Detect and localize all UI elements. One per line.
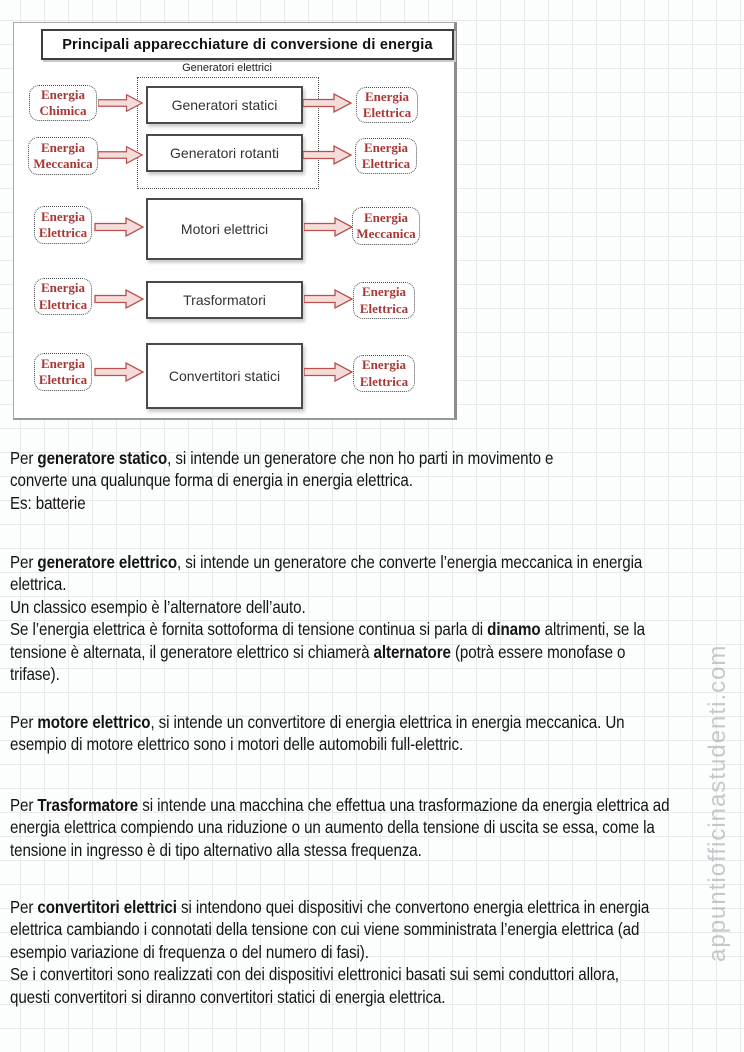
process-box: Trasformatori: [146, 281, 303, 319]
text-line: questi convertitori si diranno convertitori statici di energia elettrica.: [10, 986, 446, 1007]
text-line: tensione in ingresso è di tipo alternativo alla stessa frequenza.: [10, 839, 422, 860]
right-arrow-icon: [98, 93, 144, 113]
paragraph-motore-elettrico: [10, 711, 625, 756]
paragraph-convertitori-elettrici: [10, 896, 649, 1008]
right-arrow-icon: [303, 93, 353, 113]
right-arrow-icon: [94, 217, 146, 237]
energy-input-box: Energia Chimica: [29, 85, 97, 121]
text-line: elettrica cambiando i connotati della tensione con cui viene somministrata l’energia elettrica (ad: [10, 919, 640, 940]
generator-group-label: Generatori elettrici: [182, 62, 272, 74]
text-line: esempio di motore elettrico sono i motori delle automobili full-elettric.: [10, 734, 464, 755]
right-arrow-icon: [304, 289, 354, 309]
energy-input-box: Energia Elettrica: [34, 206, 92, 244]
energy-input-box: Energia Elettrica: [34, 278, 92, 315]
text-line: Un classico esempio è l’alternatore dell’auto.: [10, 596, 306, 617]
energy-output-box: Energia Elettrica: [355, 138, 417, 174]
energy-output-box: Energia Elettrica: [353, 355, 415, 392]
process-box: Motori elettrici: [146, 198, 303, 260]
paragraph-generatore-statico: [10, 447, 553, 514]
right-arrow-icon: [303, 145, 353, 165]
right-arrow-icon: [304, 217, 354, 237]
text-line: tensione è alternata, il generatore elettrico si chiamerà alternatore (potrà essere monofase o: [10, 641, 626, 662]
text-line: Per convertitori elettrici si intendono quei dispositivi che convertono energia elettrica in energia: [10, 897, 650, 917]
text-line: Per motore elettrico, si intende un convertitore di energia elettrica in energia meccanica. Un: [10, 712, 625, 732]
paragraph-trasformatore: [10, 794, 669, 861]
text-line: Per Trasformatore si intende una macchina che effettua una trasformazione da energia elettrica ad: [10, 795, 670, 815]
right-arrow-icon: [94, 289, 146, 309]
diagram-panel: [13, 22, 457, 420]
process-box: Generatori rotanti: [146, 134, 303, 172]
text-line: Per generatore elettrico, si intende un generatore che converte l’energia meccanica in energia: [10, 552, 643, 572]
right-arrow-icon: [98, 145, 144, 165]
energy-input-box: Energia Elettrica: [34, 353, 92, 391]
right-arrow-icon: [94, 362, 146, 382]
energy-output-box: Energia Elettrica: [356, 87, 418, 123]
process-box: Convertitori statici: [146, 343, 303, 409]
energy-output-box: Energia Meccanica: [352, 207, 420, 245]
diagram-title: Principali apparecchiature di conversione di energia: [41, 29, 454, 60]
text-line: Se l’energia elettrica è fornita sottoforma di tensione continua si parla di dinamo altrimenti, se la: [10, 619, 645, 640]
text-line: Per generatore statico, si intende un generatore che non ho parti in movimento e: [10, 448, 554, 468]
text-line: Se i convertitori sono realizzati con dei dispositivi elettronici basati sui semi conduttori allora,: [10, 964, 619, 985]
text-line: Es: batterie: [10, 492, 86, 513]
energy-output-box: Energia Elettrica: [353, 282, 415, 319]
energy-input-box: Energia Meccanica: [28, 137, 98, 175]
text-line: esempio variazione di frequenza o del numero di fasi).: [10, 941, 369, 962]
process-box: Generatori statici: [146, 86, 303, 124]
watermark: appuntiofficinastudenti.com: [704, 644, 731, 962]
text-line: converte una qualunque forma di energia in energia elettrica.: [10, 470, 413, 491]
right-arrow-icon: [304, 362, 354, 382]
text-line: trifase).: [10, 664, 60, 685]
text-line: elettrica.: [10, 574, 67, 595]
text-line: energia elettrica compiendo una riduzione o un aumento della tensione di uscita se essa, come la: [10, 817, 655, 838]
paragraph-generatore-elettrico: [10, 551, 645, 685]
